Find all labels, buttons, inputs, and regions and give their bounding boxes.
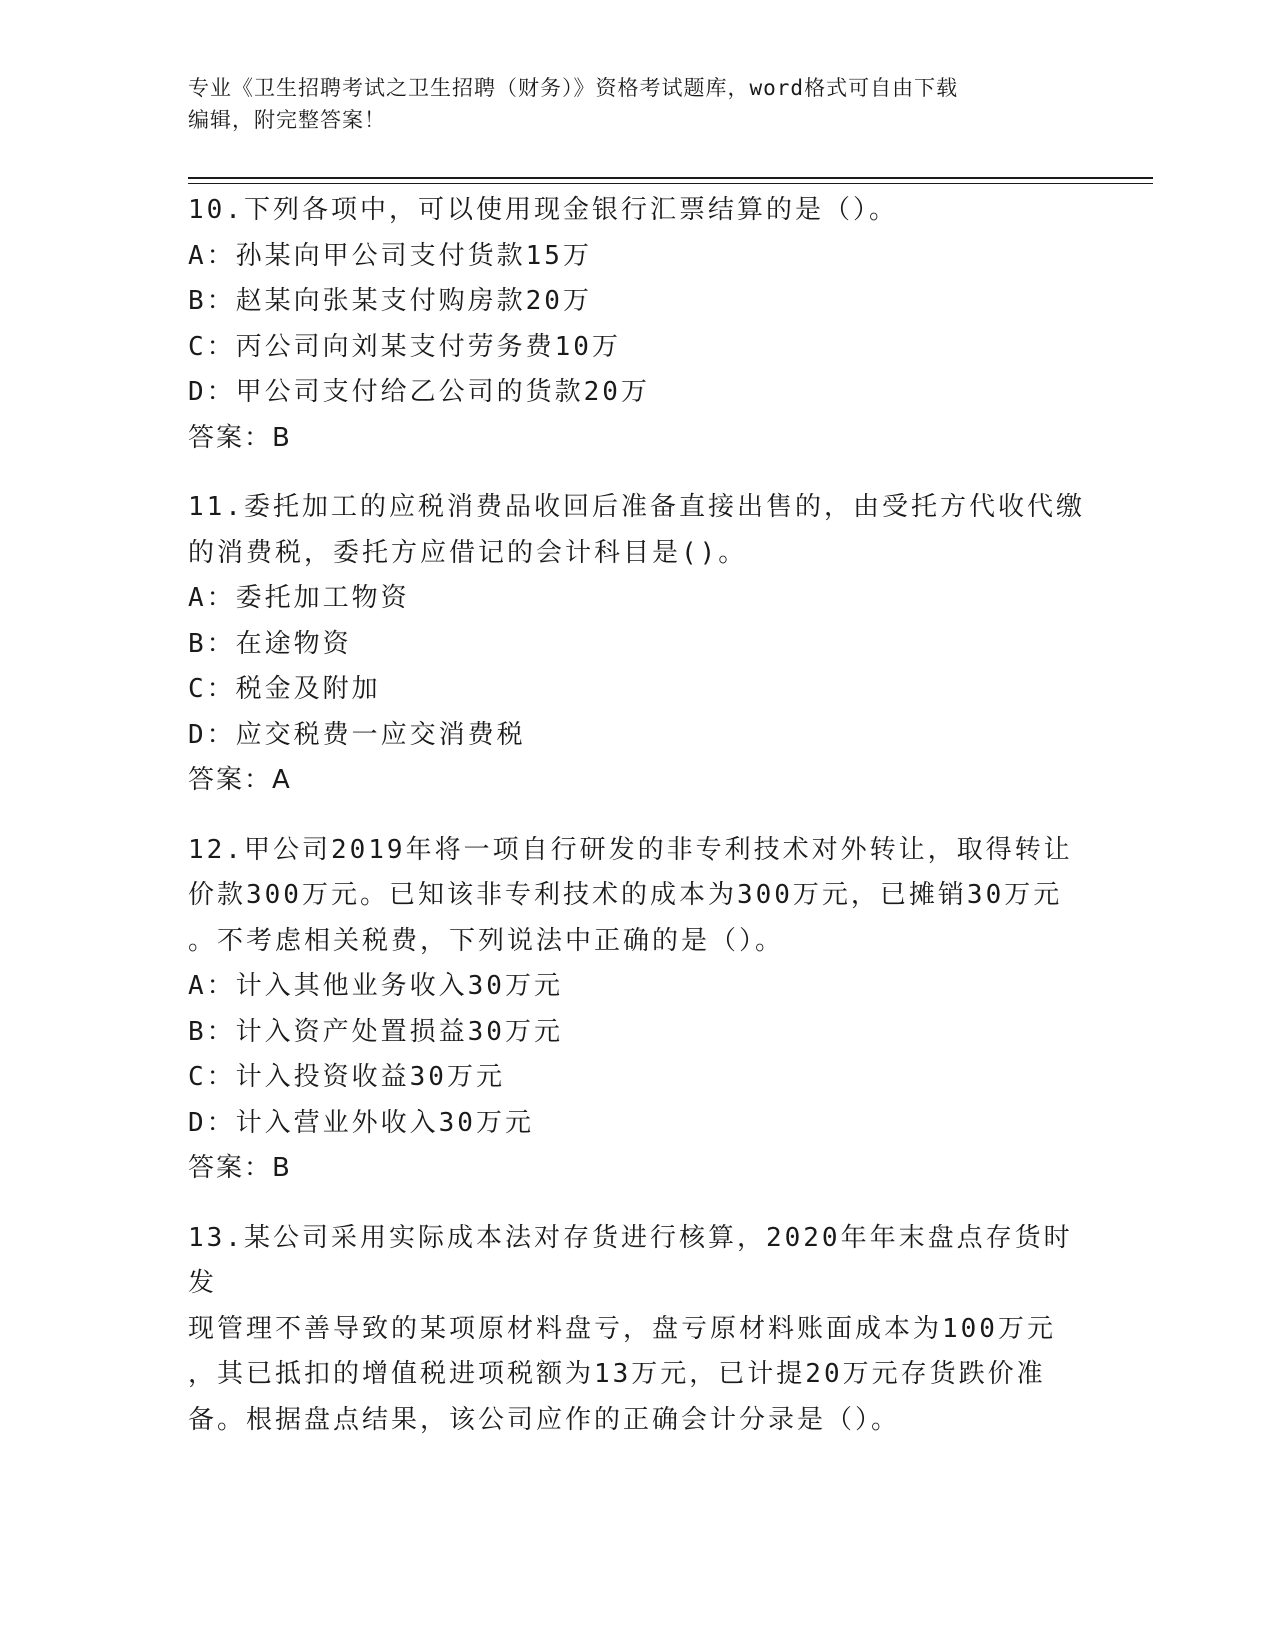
- header-line-1: 专业《卫生招聘考试之卫生招聘（财务）》资格考试题库，word格式可自由下载: [188, 76, 959, 100]
- option-a: A：计入其他业务收入30万元: [188, 971, 563, 1001]
- option-a: A：委托加工物资: [188, 583, 410, 613]
- question-text: 10.下列各项中，可以使用现金银行汇票结算的是（）。: [188, 195, 898, 225]
- question-text: 备。根据盘点结果，该公司应作的正确会计分录是（）。: [188, 1404, 901, 1435]
- question-text: 11.委托加工的应税消费品收回后准备直接出售的，由受托方代收代缴: [188, 492, 1085, 522]
- question-13: [188, 1216, 1088, 1444]
- answer: 答案：B: [188, 1153, 292, 1183]
- question-text: 价款300万元。已知该非专利技术的成本为300万元，已摊销30万元: [188, 880, 1063, 910]
- question-text: 12.甲公司2019年将一项自行研发的非专利技术对外转让，取得转让: [188, 834, 1073, 865]
- option-a: A：孙某向甲公司支付货款15万: [188, 240, 592, 271]
- question-text: 的消费税，委托方应借记的会计科目是()。: [188, 537, 748, 568]
- option-c: C：税金及附加: [188, 674, 381, 704]
- question-text: ，其已抵扣的增值税进项税额为13万元，已计提20万元存货跌价准: [188, 1359, 1046, 1389]
- option-c: C：计入投资收益30万元: [188, 1062, 505, 1092]
- option-c: C：丙公司向刘某支付劳务费10万: [188, 331, 621, 362]
- question-12: [188, 828, 1088, 1192]
- question-text: 。不考虑相关税费，下列说法中正确的是（）。: [188, 925, 785, 956]
- question-11: [188, 485, 1088, 804]
- header-divider-thick: [188, 177, 1153, 179]
- header-line-2: 编辑，附完整答案！: [188, 108, 386, 132]
- answer: 答案：B: [188, 422, 292, 453]
- document-header: [188, 72, 1088, 136]
- option-d: D：计入营业外收入30万元: [188, 1107, 534, 1138]
- question-text: 现管理不善导致的某项原材料盘亏，盘亏原材料账面成本为100万元: [188, 1313, 1056, 1344]
- option-d: D：应交税费一应交消费税: [188, 719, 526, 750]
- option-d: D：甲公司支付给乙公司的货款20万: [188, 377, 650, 407]
- question-10: [188, 188, 1088, 461]
- answer: 答案：A: [188, 765, 292, 795]
- option-b: B：赵某向张某支付购房款20万: [188, 286, 592, 316]
- question-list: [188, 188, 1088, 1467]
- option-b: B：计入资产处置损益30万元: [188, 1016, 563, 1047]
- header-divider-thin: [188, 183, 1153, 184]
- question-text: 13.某公司采用实际成本法对存货进行核算，2020年年末盘点存货时发: [188, 1222, 1073, 1298]
- option-b: B：在途物资: [188, 628, 352, 659]
